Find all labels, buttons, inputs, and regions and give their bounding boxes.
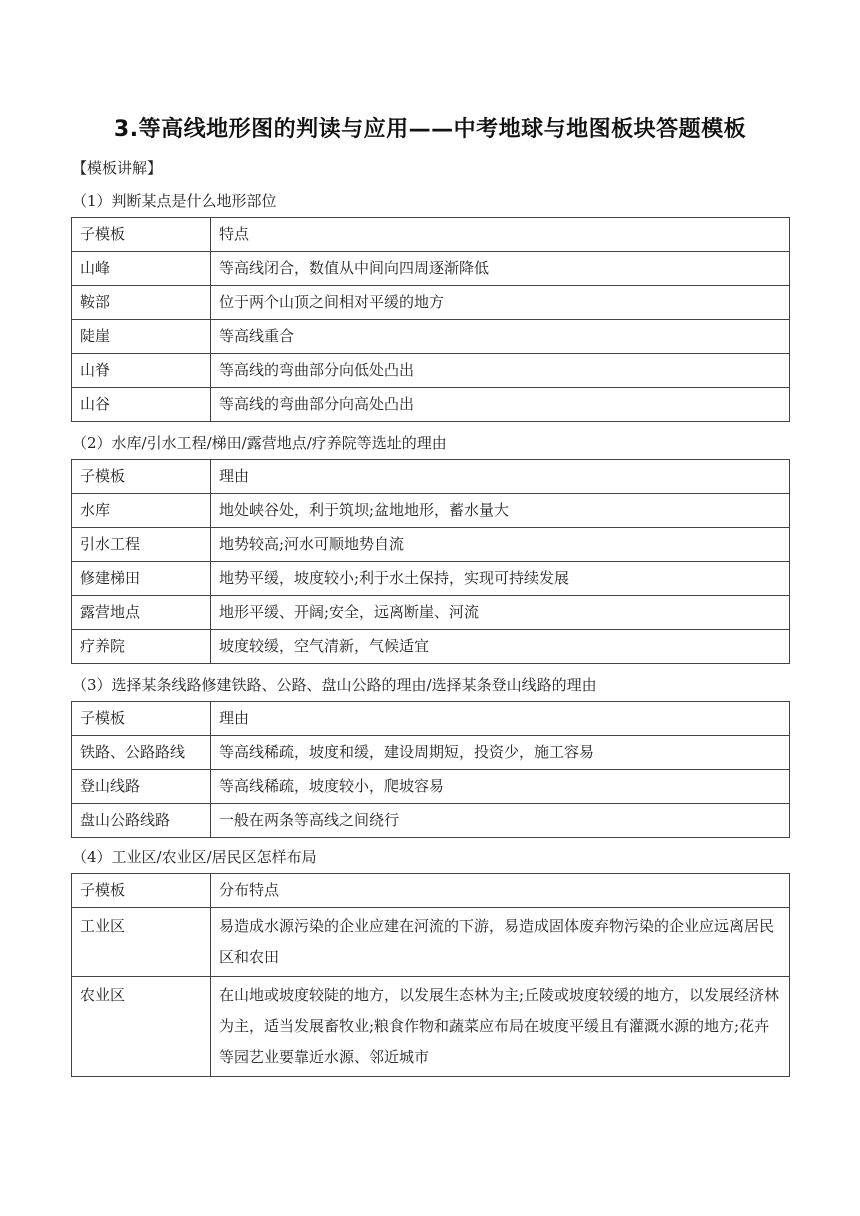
section-1-heading: （1）判断某点是什么地形部位 [72,192,277,210]
table-row [72,494,790,528]
table-cell-name: 山峰 [72,252,211,286]
section-3-table [71,701,790,838]
table-cell-desc: 地形平缓、开阔;安全，远离断崖、河流 [211,596,790,630]
section-4-table [71,873,790,1077]
table-header-row [72,218,790,252]
table-header-cell: 理由 [211,460,790,494]
section-2-heading: （2）水库/引水工程/梯田/露营地点/疗养院等选址的理由 [72,434,447,452]
table-cell-name: 疗养院 [72,630,211,664]
page-title: 3.等高线地形图的判读与应用——中考地球与地图板块答题模板 [113,117,747,142]
table-row [72,528,790,562]
table-row [72,908,790,977]
table-row [72,977,790,1077]
table-header-cell: 子模板 [72,874,211,908]
table-row [72,596,790,630]
table-row [72,630,790,664]
table-cell-name: 登山线路 [72,770,211,804]
table-cell-desc: 等高线重合 [211,320,790,354]
table-cell-name: 铁路、公路路线 [72,736,211,770]
table-cell-name: 农业区 [72,977,211,1077]
table-cell-desc: 坡度较缓，空气清新，气候适宜 [211,630,790,664]
table-cell-desc: 位于两个山顶之间相对平缓的地方 [211,286,790,320]
section-3-heading: （3）选择某条线路修建铁路、公路、盘山公路的理由/选择某条登山线路的理由 [72,676,597,694]
table-cell-desc: 等高线闭合，数值从中间向四周逐渐降低 [211,252,790,286]
table-cell-desc: 等高线稀疏，坡度较小，爬坡容易 [211,770,790,804]
table-header-row [72,702,790,736]
table-header-cell: 分布特点 [211,874,790,908]
table-row [72,252,790,286]
table-header-cell: 理由 [211,702,790,736]
table-row [72,320,790,354]
table-cell-desc: 一般在两条等高线之间绕行 [211,804,790,838]
table-cell-desc: 易造成水源污染的企业应建在河流的下游，易造成固体废弃物污染的企业应远离居民区和农田 [211,908,790,977]
section-4-heading: （4）工业区/农业区/居民区怎样布局 [72,848,317,866]
table-row [72,770,790,804]
table-cell-desc: 地处峡谷处，利于筑坝;盆地地形，蓄水量大 [211,494,790,528]
table-header-row [72,874,790,908]
table-header-cell: 子模板 [72,218,211,252]
section-2-table [71,459,790,664]
table-row [72,354,790,388]
table-cell-name: 露营地点 [72,596,211,630]
table-header-cell: 子模板 [72,702,211,736]
table-cell-name: 引水工程 [72,528,211,562]
table-cell-desc: 地势较高;河水可顺地势自流 [211,528,790,562]
table-header-cell: 特点 [211,218,790,252]
table-cell-name: 鞍部 [72,286,211,320]
table-cell-desc: 等高线的弯曲部分向低处凸出 [211,354,790,388]
table-cell-desc: 等高线稀疏，坡度和缓，建设周期短，投资少，施工容易 [211,736,790,770]
table-row [72,736,790,770]
table-row [72,804,790,838]
table-cell-desc: 在山地或坡度较陡的地方，以发展生态林为主;丘陵或坡度较缓的地方，以发展经济林为主，适当发展畜牧业;粮食作物和蔬菜应布局在坡度平缓且有灌溉水源的地方;花卉等园艺业要靠近水源、邻近城市 [211,977,790,1077]
table-cell-name: 山谷 [72,388,211,422]
table-cell-name: 修建梯田 [72,562,211,596]
section-1-table [71,217,790,422]
table-cell-desc: 地势平缓，坡度较小;利于水土保持，实现可持续发展 [211,562,790,596]
table-cell-name: 水库 [72,494,211,528]
table-row [72,286,790,320]
table-header-cell: 子模板 [72,460,211,494]
table-cell-name: 盘山公路线路 [72,804,211,838]
table-cell-desc: 等高线的弯曲部分向高处凸出 [211,388,790,422]
table-cell-name: 陡崖 [72,320,211,354]
table-cell-name: 工业区 [72,908,211,977]
table-row [72,562,790,596]
table-header-row [72,460,790,494]
table-row [72,388,790,422]
intro-label: 【模板讲解】 [72,159,163,177]
table-cell-name: 山脊 [72,354,211,388]
